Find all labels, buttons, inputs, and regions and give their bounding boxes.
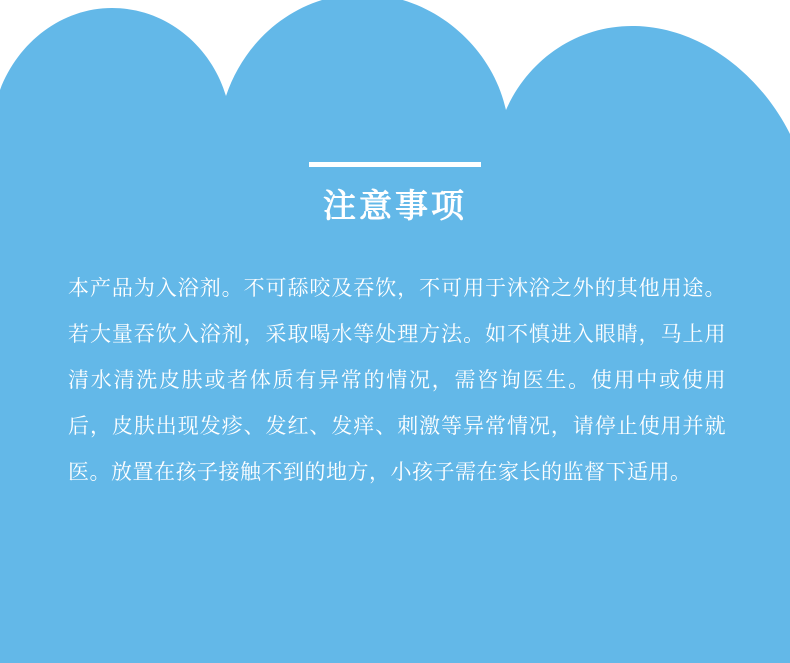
page-title: 注意事项: [323, 187, 467, 224]
notice-paragraph: 本产品为入浴剂。不可舔咬及吞饮，不可用于沐浴之外的其他用途。若大量吞饮入浴剂，采取喝水等处理方法。如不慎进入眼睛，马上用清水清洗皮肤或者体质有异常的情况，需咨询医生。使用中或使用后，皮肤出现发疹、发红、发痒、刺激等异常情况，请停止使用并就医。放置在孩子接触不到的地方，小孩子需在家长的监督下适用。: [68, 277, 726, 484]
title-divider: [309, 162, 481, 167]
